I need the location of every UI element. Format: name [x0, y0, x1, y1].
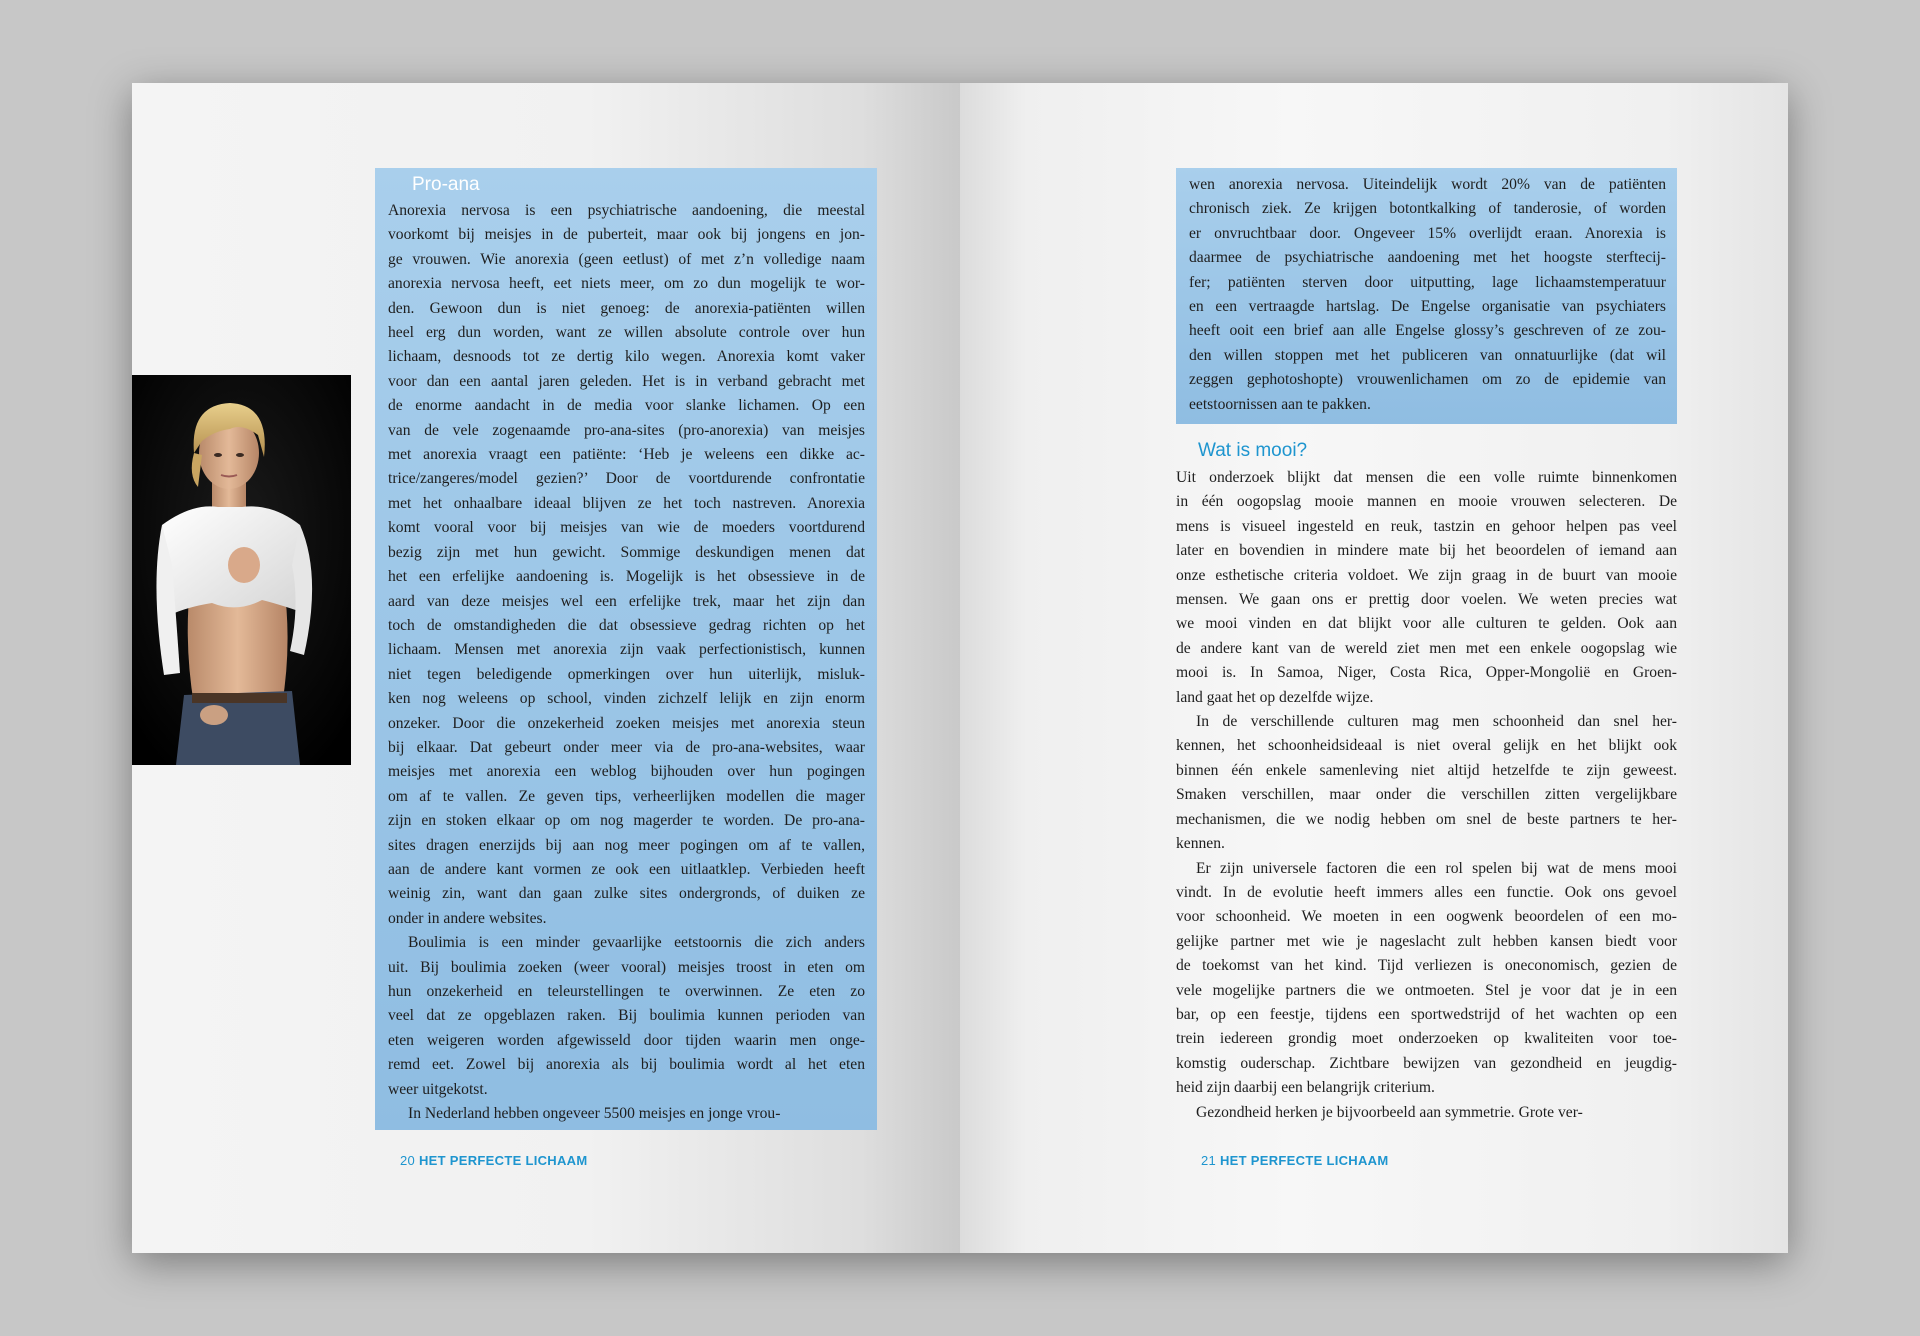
- text-line: bar, op een feestje, tijdens een sportwedstrijd of het wachten op een: [1176, 1005, 1677, 1023]
- text-line: van de vele zogenaamde pro-ana-sites (pro-anorexia) van meisjes: [388, 421, 865, 439]
- right-page-footer: [1201, 1153, 1388, 1168]
- text-line: mensen. We gaan ons er prettig door voelen. We weten precies wat: [1176, 591, 1677, 609]
- text-line: Anorexia nervosa is een psychiatrische aandoening, die meestal: [388, 202, 865, 219]
- text-line: aard van deze meisjes wel een erfelijke trek, maar het zijn dan: [388, 592, 865, 610]
- text-line: binnen één enkele samenleving niet altijd hetzelfde te zijn geweest.: [1176, 761, 1677, 779]
- portrait-photo: [132, 375, 351, 765]
- text-line: trein iedereen grondig moet onderzoeken op kwaliteiten voor toe-: [1176, 1030, 1677, 1048]
- left-page: [132, 83, 960, 1253]
- text-line: mens is visueel ingesteld en reuk, tastzin en gehoor helpen pas veel: [1176, 517, 1677, 535]
- text-line: met anorexia vraagt een patiënte: ‘Heb je weleens een dikke ac-: [388, 446, 865, 464]
- right-page: [960, 83, 1788, 1253]
- text-line: remd eet. Zowel bij anorexia als bij boulimia wordt al het eten: [388, 1056, 865, 1074]
- text-line: kennen, het schoonheidsideaal is niet overal gelijk en het blijkt ook: [1176, 737, 1677, 755]
- pro-ana-body-text: [388, 199, 865, 1126]
- text-line: mechanismen, die we nodig hebben om snel de beste partners te her-: [1176, 810, 1677, 828]
- text-line: fer; patiënten sterven door uitputting, lage lichaamstemperatuur: [1189, 273, 1666, 291]
- text-line: In Nederland hebben ongeveer 5500 meisjes en jonge vrou-: [408, 1105, 781, 1123]
- sidebar-continuation-text: [1189, 173, 1666, 417]
- text-line: meisjes met anorexia een weblog bijhouden over hun pogingen: [388, 763, 865, 781]
- text-line: onder in andere websites.: [388, 909, 547, 927]
- text-line: zijn en stoken elkaar op om nog magerder te worden. De pro-ana-: [388, 812, 865, 830]
- text-line: om af te vallen. Ze geven tips, verheerlijken modellen die mager: [388, 787, 865, 805]
- text-line: heeft ooit een brief aan alle Engelse glossy’s geschreven of ze zou-: [1189, 322, 1666, 340]
- text-line: land gaat het op dezelfde wijze.: [1176, 688, 1374, 706]
- text-line: aan de andere kant vormen ze ook een uitlaatklep. Verbieden heeft: [388, 860, 865, 878]
- wat-is-mooi-heading: Wat is mooi?: [1198, 440, 1308, 461]
- text-line: Uit onderzoek blijkt dat mensen die een volle ruimte binnenkomen: [1176, 469, 1677, 486]
- text-line: de enorme aandacht in de media voor slanke lichamen. Op een: [388, 397, 865, 415]
- text-line: mooi is. In Samoa, Niger, Costa Rica, Opper-Mongolië en Groen-: [1176, 664, 1677, 682]
- text-line: vele mogelijke partners die we ontmoeten. Stel je voor dat je in een: [1176, 981, 1677, 999]
- text-line: lichaam, desnoods tot ze dertig kilo wegen. Anorexia komt vaker: [388, 348, 865, 366]
- text-line: anorexia nervosa heeft, eet niets meer, om zo dun mogelijk te wor-: [388, 275, 865, 293]
- text-line: voor dan een aantal jaren geleden. Het is in verband gebracht met: [388, 372, 865, 390]
- text-line: daarmee de psychiatrische aandoening met het hoogste sterftecij-: [1189, 249, 1666, 267]
- left-page-footer: [400, 1153, 587, 1168]
- text-line: chronisch ziek. Ze krijgen botontkalking of tanderosie, of worden: [1189, 200, 1666, 218]
- text-line: en een vertraagde hartslag. De Engelse organisatie van psychiaters: [1189, 298, 1666, 316]
- text-line: ken nog weleens op school, vinden zichzelf lelijk en zijn enorm: [388, 690, 865, 708]
- text-line: de toekomst van het kind. Tijd verliezen is oneconomisch, gezien de: [1176, 957, 1677, 975]
- pro-ana-heading: Pro-ana: [412, 174, 480, 195]
- text-line: Gezondheid herken je bijvoorbeeld aan symmetrie. Grote ver-: [1196, 1103, 1583, 1121]
- text-line: den. Gewoon dun is niet genoeg: de anorexia-patiënten willen: [388, 299, 865, 317]
- text-line: ge vrouwen. Wie anorexia (geen eetlust) of met z’n volledige naam: [388, 250, 865, 268]
- text-line: het een erfelijke aandoening is. Mogelijk is het obsessieve in de: [388, 568, 865, 586]
- text-line: zeggen gephotoshopte) vrouwenlichamen om zo de epidemie van: [1189, 371, 1666, 389]
- running-title: HET PERFECTE LICHAAM: [418, 1153, 588, 1168]
- text-line: hun onzekerheid en teleurstellingen te overwinnen. Ze eten zo: [388, 983, 865, 1000]
- text-line: met het onhaalbare ideaal blijven ze het toch nastreven. Anorexia: [388, 494, 865, 512]
- text-line: voor schoonheid. We moeten in een oogwenk beoordelen of een mo-: [1176, 908, 1677, 926]
- text-line: heid zijn daarbij een belangrijk criterium.: [1176, 1079, 1435, 1097]
- running-title: HET PERFECTE LICHAAM: [1219, 1153, 1389, 1168]
- text-line: den willen stoppen met het publiceren van onnatuurlijke (dat wil: [1189, 346, 1666, 364]
- text-line: Boulimia is een minder gevaarlijke eetstoornis die zich anders: [408, 934, 865, 952]
- text-line: In de verschillende culturen mag men schoonheid dan snel her-: [1196, 713, 1677, 731]
- text-line: later en bovendien in mindere mate bij het beoordelen of iemand aan: [1176, 542, 1677, 560]
- text-line: bezig zijn met hun gewicht. Sommige deskundigen menen dat: [388, 543, 865, 561]
- text-line: lichaam. Mensen met anorexia zijn vaak perfectionistisch, kunnen: [388, 641, 865, 659]
- text-line: eten weigeren worden afgewisseld door tijden waarin men onge-: [388, 1031, 865, 1049]
- text-line: de andere kant van de wereld ziet men met een enkele oogopslag wie: [1176, 639, 1677, 657]
- text-line: in één oogopslag mooie mannen en mooie vrouwen selecteren. De: [1176, 493, 1677, 511]
- text-line: uit. Bij boulimia zoeken (weer vooral) meisjes troost in eten om: [388, 958, 865, 976]
- text-line: onze esthetische criteria voldoet. We zijn graag in de buurt van mooie: [1176, 566, 1677, 584]
- text-line: weinig zin, want dan gaan zulke sites ondergronds, of duiken ze: [388, 885, 865, 903]
- text-line: komstig ouderschap. Zichtbare bewijzen van gezondheid en jeugdig-: [1176, 1054, 1677, 1072]
- text-line: trice/zangeres/model gezien?’ Door de voortdurende confrontatie: [388, 470, 865, 488]
- text-line: bij elkaar. Dat gebeurt onder meer via de pro-ana-websites, waar: [388, 738, 865, 756]
- text-line: kennen.: [1176, 835, 1225, 853]
- text-line: weer uitgekotst.: [388, 1080, 488, 1098]
- text-line: voorkomt bij meisjes in de puberteit, maar ook bij jongens en jon-: [388, 226, 865, 244]
- book-spread: [132, 83, 1788, 1253]
- text-line: heel erg dun worden, want ze willen absolute controle over hun: [388, 324, 865, 342]
- text-line: vindt. In de evolutie heeft immers alles een functie. Ook ons gevoel: [1176, 883, 1677, 901]
- page-number: 20: [400, 1153, 416, 1168]
- text-line: er onvruchtbaar door. Ongeveer 15% overlijdt eraan. Anorexia is: [1189, 224, 1666, 242]
- text-line: Er zijn universele factoren die een rol spelen bij wat de mens mooi: [1196, 859, 1677, 877]
- text-line: eetstoornissen aan te pakken.: [1189, 395, 1371, 413]
- page-number: 21: [1201, 1153, 1217, 1168]
- text-line: onzeker. Door die onzekerheid zoeken meisjes met anorexia steun: [388, 714, 865, 732]
- wat-is-mooi-body-text: [1176, 466, 1677, 1125]
- text-line: komt vooral voor bij meisjes van wie de moeders voortdurend: [388, 519, 865, 537]
- text-line: sites dragen enerzijds bij aan nog meer pogingen om af te vallen,: [388, 836, 865, 854]
- text-line: niet tegen beledigende opmerkingen over hun uiterlijk, misluk-: [388, 665, 865, 683]
- text-line: veel dat ze opgeblazen raken. Bij boulimia kunnen perioden van: [388, 1007, 865, 1025]
- text-line: gelijke partner met wie je nageslacht zult hebben kansen biedt voor: [1176, 932, 1677, 950]
- text-line: we mooi vinden en dat blijkt voor alle culturen te gelden. Ook aan: [1176, 615, 1677, 633]
- text-line: toch de omstandigheden die dat obsessieve gedrag richten op het: [388, 616, 865, 634]
- text-line: wen anorexia nervosa. Uiteindelijk wordt 20% van de patiënten: [1189, 176, 1666, 193]
- text-line: Smaken verschillen, maar onder die verschillen zitten vergelijkbare: [1176, 786, 1677, 804]
